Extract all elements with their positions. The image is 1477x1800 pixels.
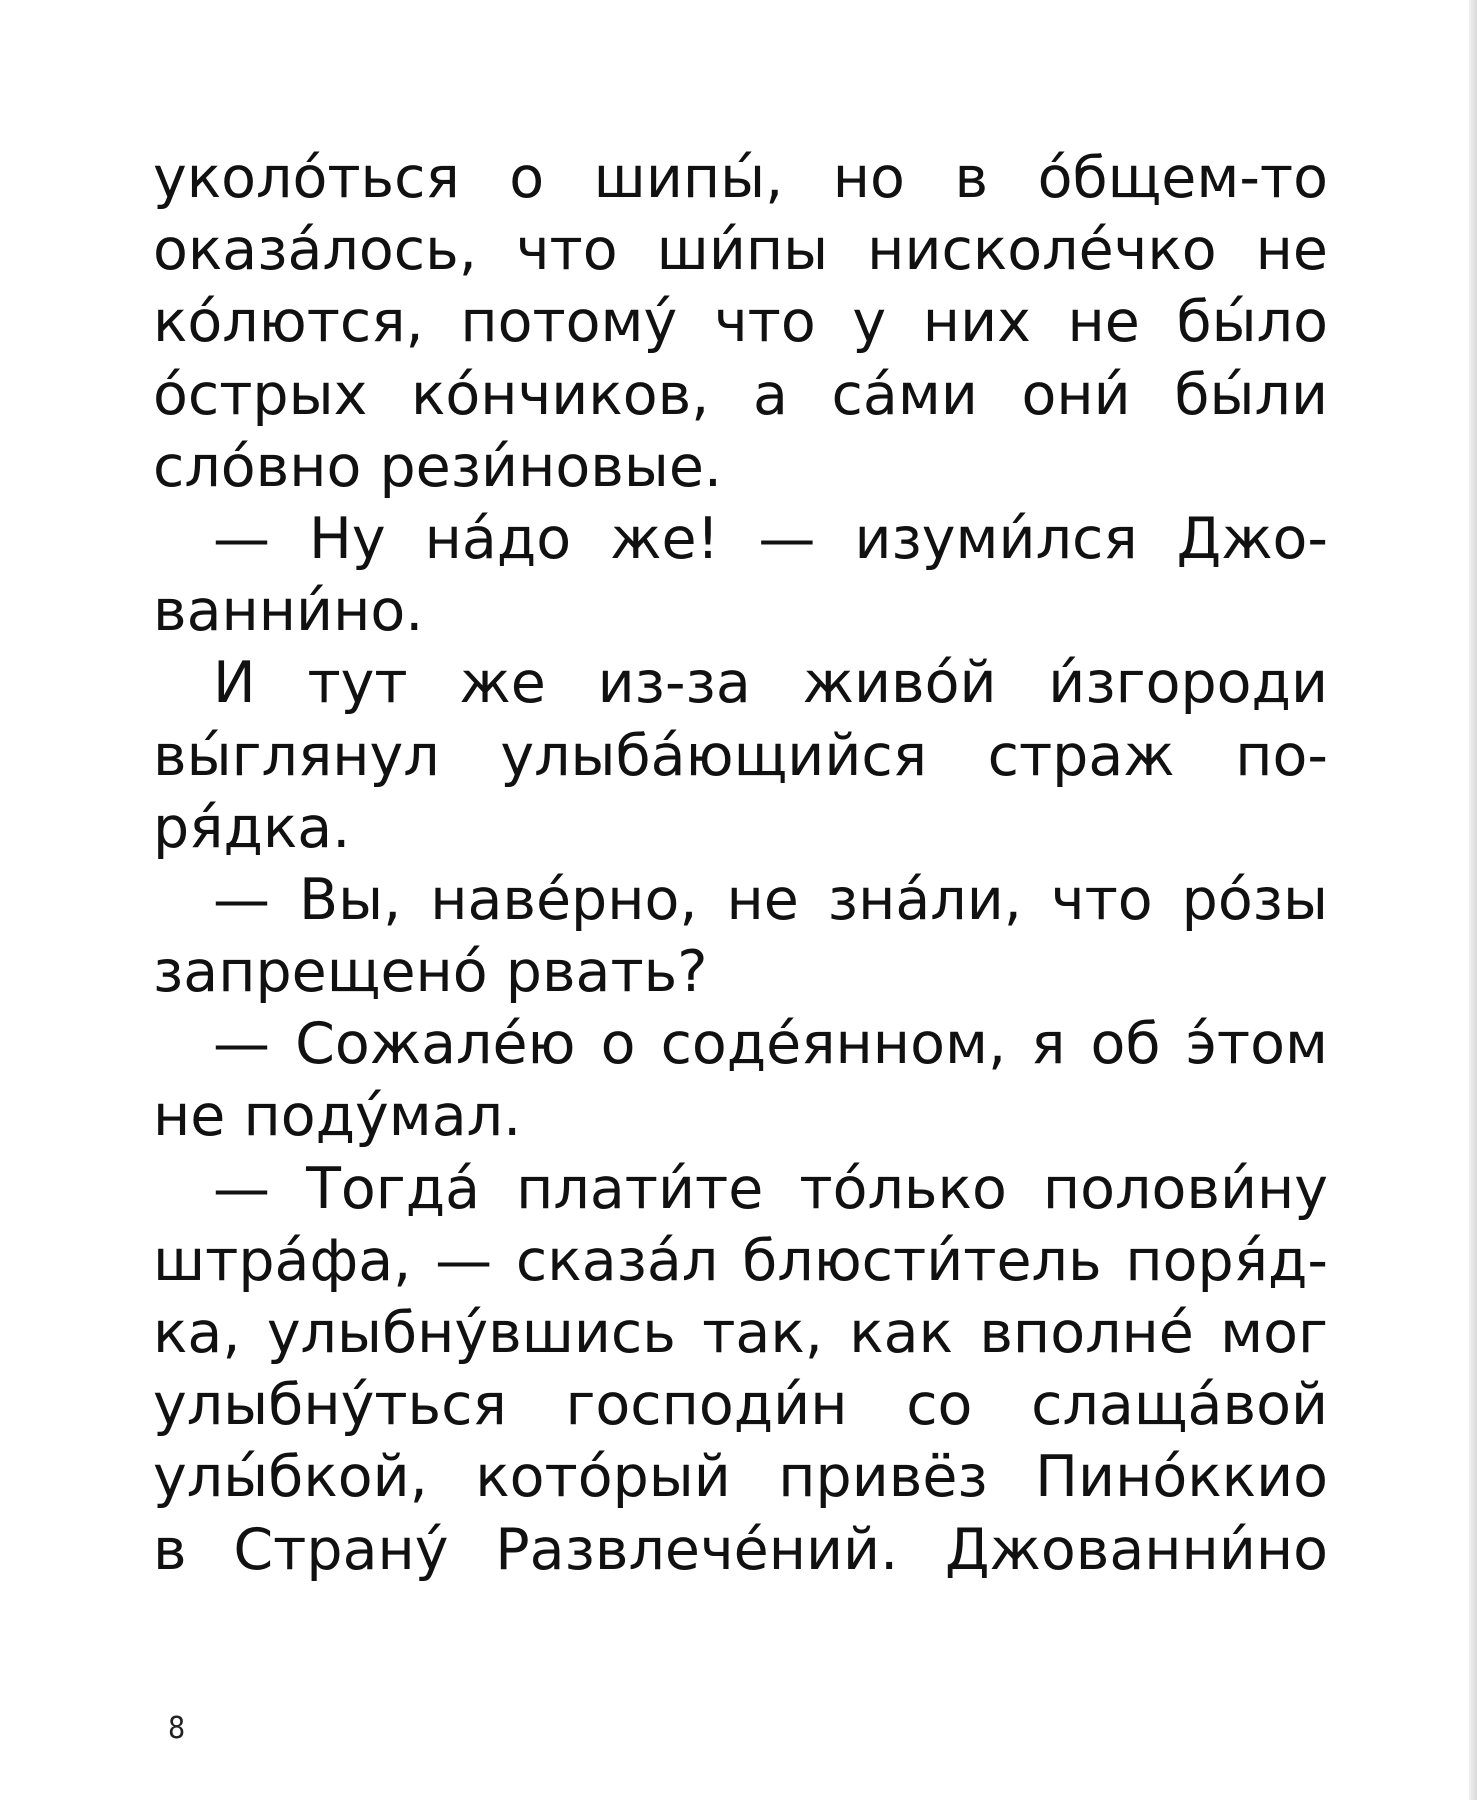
- text-line: улыбну́ться господи́н со слаща́вой: [153, 1372, 1328, 1439]
- text-line: о́стрых ко́нчиков, а са́ми они́ бы́ли: [153, 361, 1328, 428]
- text-line: штра́фа, — сказа́л блюсти́тель поря́д-: [153, 1227, 1328, 1294]
- text-line: вы́глянул улыба́ющийся страж по-: [153, 722, 1328, 789]
- text-line: И тут же из-за живо́й и́згороди: [213, 650, 1328, 717]
- text-line: не поду́мал.: [153, 1083, 522, 1150]
- text-line: запрещено́ рвать?: [153, 939, 708, 1006]
- text-line: сло́вно рези́новые.: [153, 433, 723, 500]
- text-line: ря́дка.: [153, 794, 351, 861]
- text-line: ванни́но.: [153, 578, 424, 645]
- text-line: уколо́ться о шипы́, но в о́бщем-то: [153, 145, 1328, 211]
- text-line: улы́бкой, кото́рый привёз Пино́ккио: [153, 1444, 1328, 1511]
- page-edge-shadow: [1469, 0, 1477, 1800]
- text-line: ко́лются, потому́ что у них не бы́ло: [153, 289, 1328, 356]
- body-text: [153, 142, 1328, 1586]
- text-line: — Ну на́до же! — изуми́лся Джо-: [213, 505, 1328, 572]
- text-line: — Тогда́ плати́те то́лько полови́ну: [213, 1155, 1328, 1222]
- text-line: — Вы, наве́рно, не зна́ли, что ро́зы: [213, 866, 1328, 933]
- text-line: оказа́лось, что ши́пы нисколе́чко не: [153, 217, 1328, 284]
- text-line: — Сожале́ю о соде́янном, я об э́том: [213, 1011, 1328, 1078]
- text-line: в Страну́ Развлече́ний. Джованни́но: [153, 1516, 1328, 1583]
- text-line: ка, улыбну́вшись так, как вполне́ мог: [153, 1300, 1328, 1366]
- page-number: 8: [168, 1711, 186, 1746]
